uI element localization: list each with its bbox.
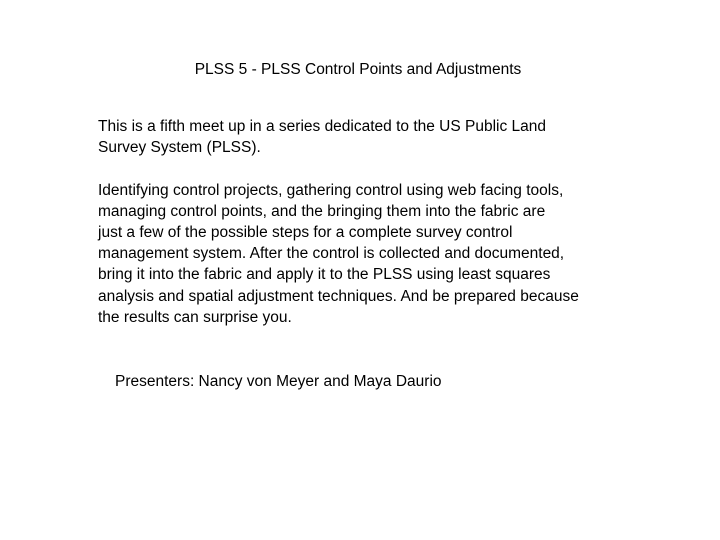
description-line: the results can surprise you. (98, 308, 292, 326)
slide-title: PLSS 5 - PLSS Control Points and Adjustments (194, 61, 522, 78)
intro-line: Survey System (PLSS). (98, 139, 261, 157)
description-line: management system. After the control is collected and documented, (98, 245, 565, 263)
description-line: bring it into the fabric and apply it to the PLSS using least squares (98, 266, 551, 284)
intro-paragraph (98, 116, 623, 158)
description-line: Identifying control projects, gathering control using web facing tools, (98, 181, 564, 199)
description-line: managing control points, and the bringing them into the fabric are (98, 202, 546, 220)
slide-body (98, 116, 623, 328)
description-line: just a few of the possible steps for a complete survey control (98, 224, 513, 241)
intro-line: This is a fifth meet up in a series dedicated to the US Public Land (98, 118, 547, 135)
presenters-line: Presenters: Nancy von Meyer and Maya Daurio (115, 373, 442, 390)
description-paragraph (98, 180, 623, 328)
description-line: analysis and spatial adjustment techniques. And be prepared because (98, 287, 579, 305)
